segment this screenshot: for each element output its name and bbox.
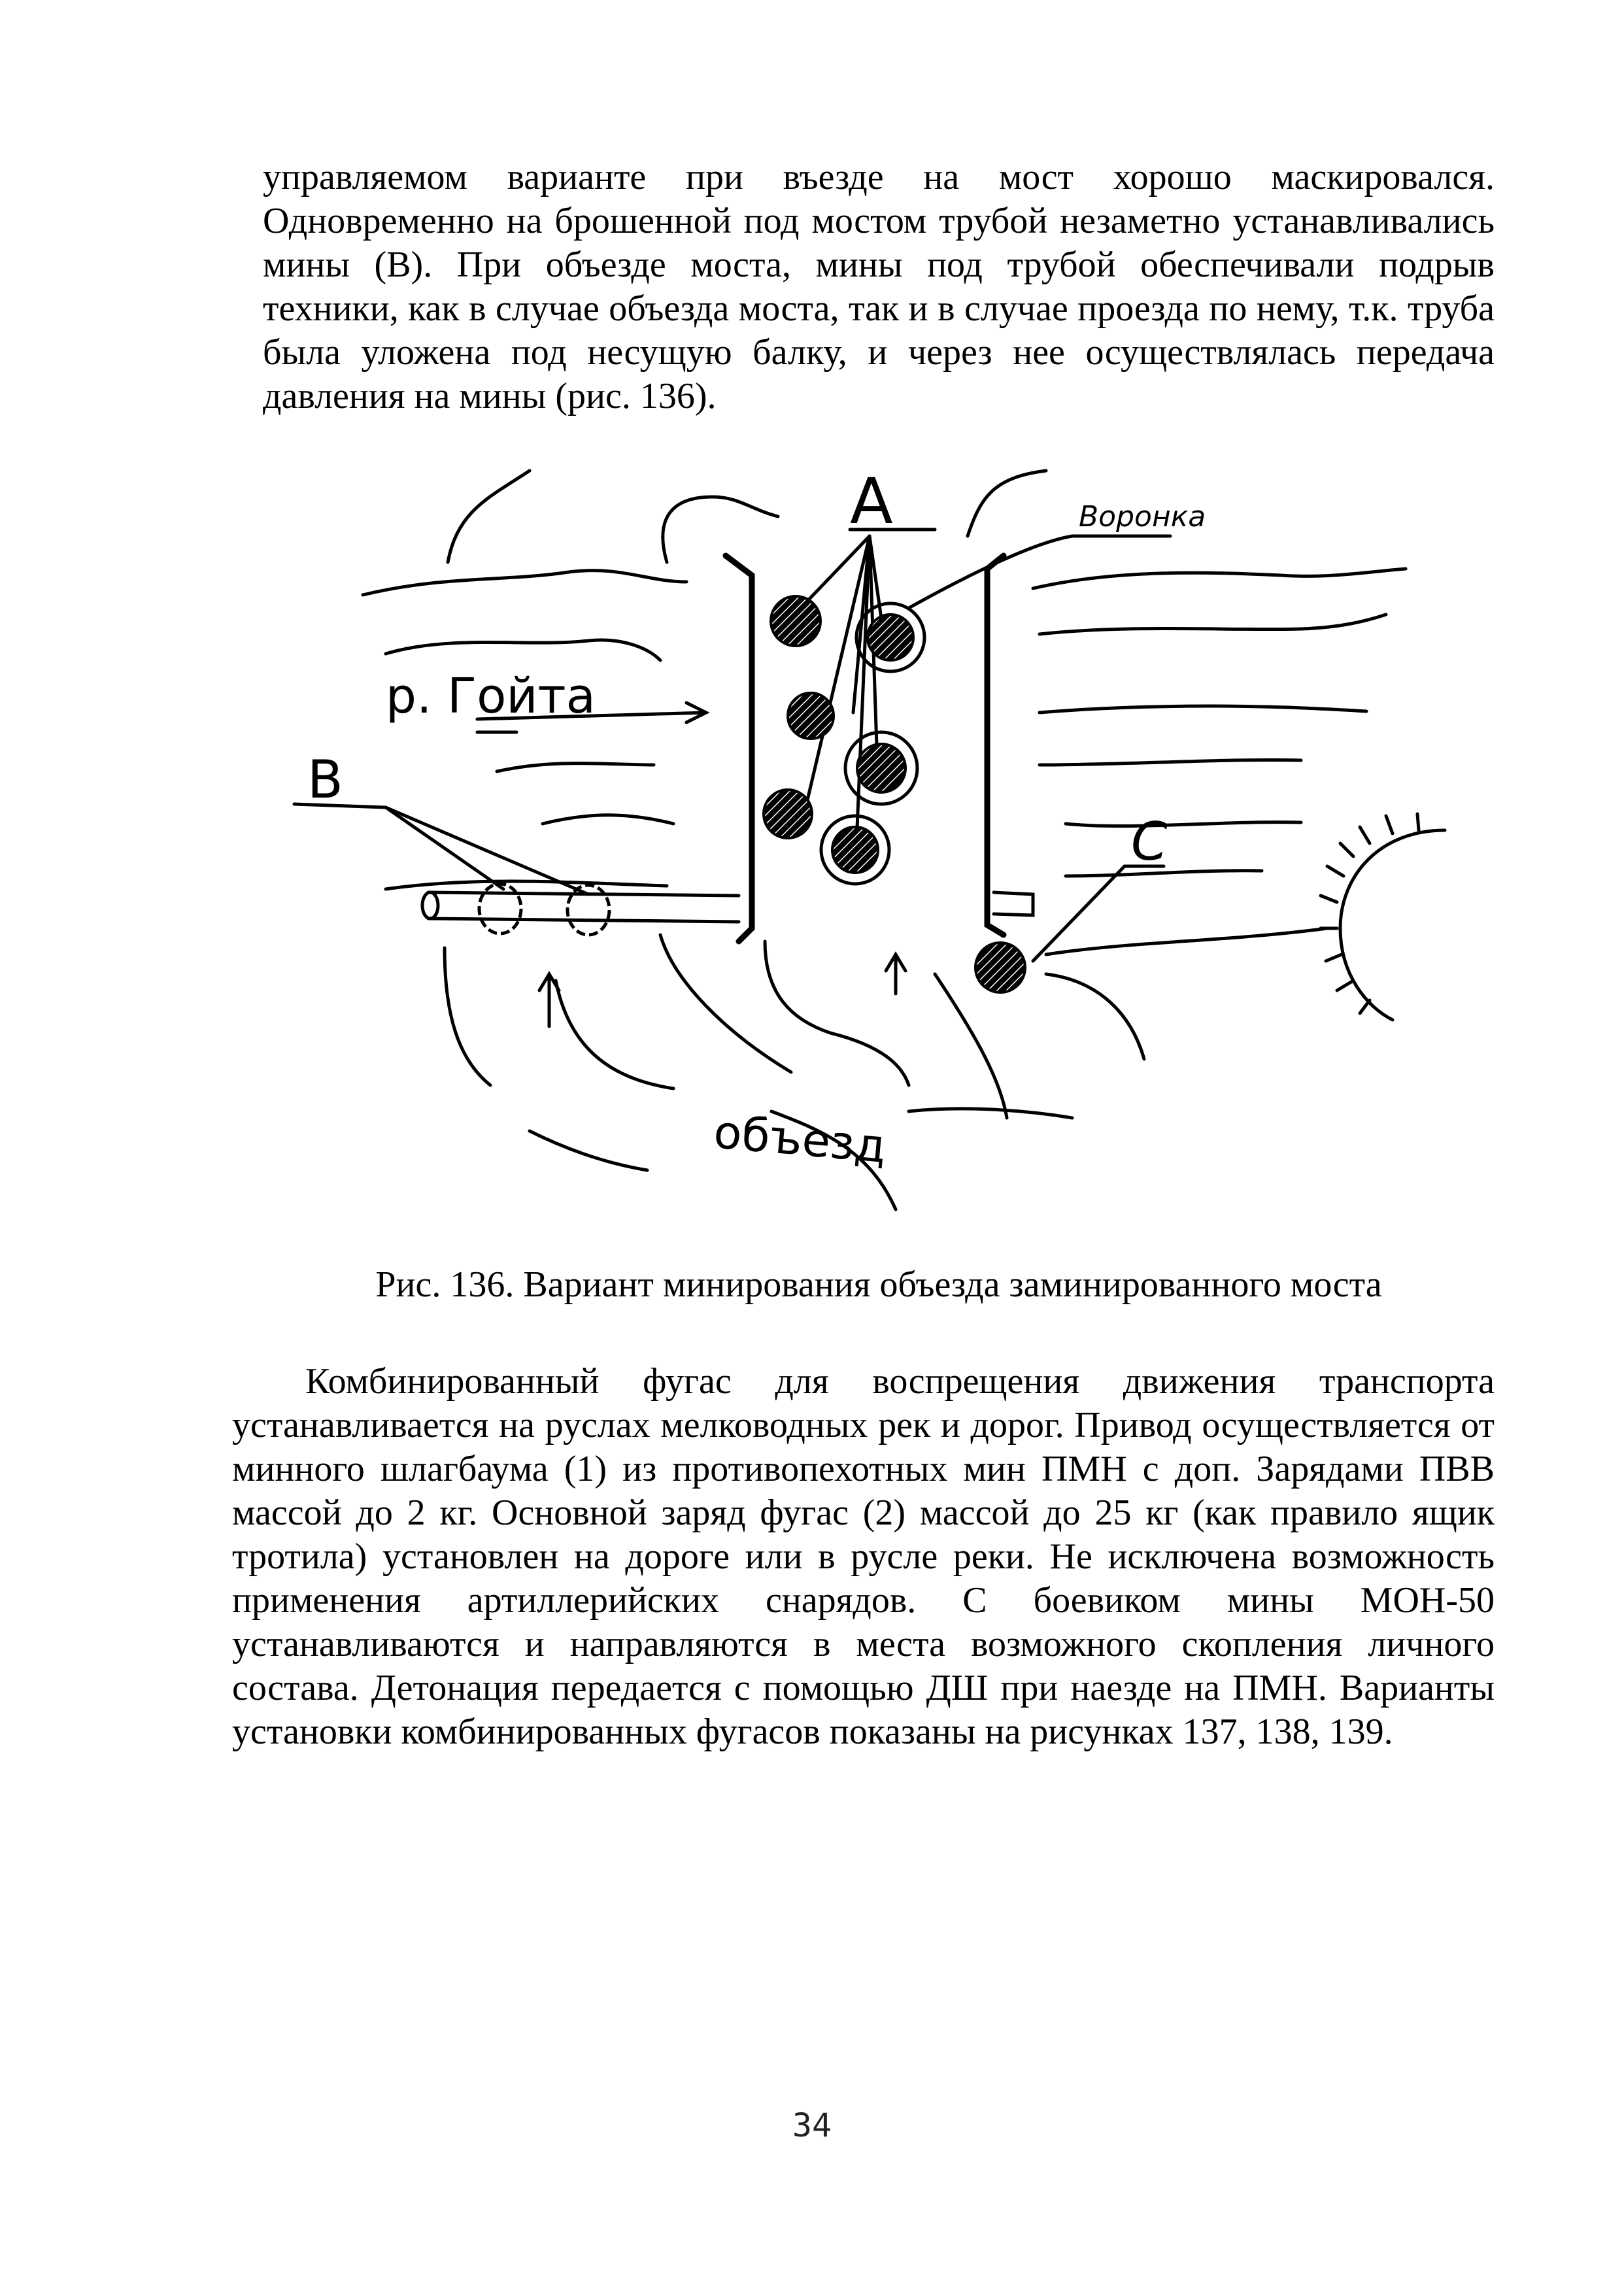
paragraph-bottom: Комбинированный фугас для воспрещения движения транспорта устанавливается на руслах мелководных рек и дорог. Привод осуществляется от минного шлагбаума (1) из противопехотных мин ПМН с доп. Зарядами ПВВ массой до 2 кг. Основной заряд фугас (2) массой до 25 кг (как правило ящик тротила) установлен на дороге или в русле реки. Не исключена возможность применения артиллерийских снарядов. С боевиком мины МОН-50 устанавливаются и направляются в места возможного скопления личного состава. Детонация передается с помощью ДШ при наезде на ПМН. Варианты установки комбинированных фугасов показаны на рисунках 137, 138, 139. [232,1361,1495,1752]
figure-caption: Рис. 136. Вариант минирования объезда заминированного моста [375,1264,1382,1305]
label-c: С [1131,811,1168,872]
mine-icon [832,827,878,873]
mine-icon [764,790,812,838]
mine-icon [771,596,820,646]
paragraph-top: управляемом варианте при въезде на мост хорошо маскировался. Одновременно на брошенной под мостом трубой незаметно устанавливались мины (В). При объезде моста, мины под трубой обеспечивали подрыв техники, как в случае объезда моста, так и в случае проезда по нему, т.к. труба была уложена под несущую балку, и через нее осуществлялась передача давления на мины (рис. 136). [263,157,1495,416]
figure-136-diagram [281,458,1451,1229]
label-b: В [307,749,343,810]
label-obezd: объезд [711,1105,888,1173]
label-river: р. Гойта [386,668,596,724]
bank-line [663,497,778,562]
page-number: 34 [792,2106,832,2144]
bank-line [968,471,1046,536]
mine-icon [857,744,905,792]
mine-icon [975,943,1025,992]
label-voronka: Воронка [1079,500,1206,533]
bank-line [448,471,530,562]
mine-icon [868,615,913,660]
label-a: А [850,465,893,538]
mine-icon [788,693,834,739]
pipe-mine-icon [479,884,521,934]
bridge-mining-sketch [281,458,1451,1229]
